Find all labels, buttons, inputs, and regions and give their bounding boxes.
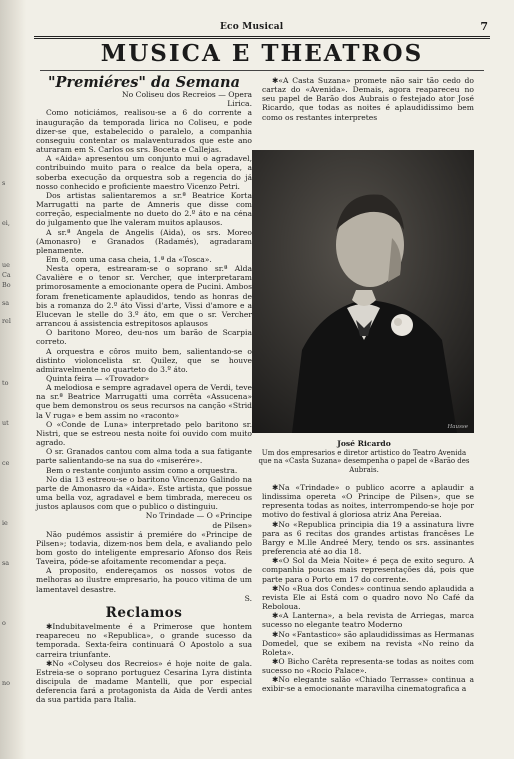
paragraph: Em 8, com uma casa cheia, 1.ª da «Tosca». [46, 254, 212, 264]
asterisk-icon: ✱ [272, 629, 279, 639]
margin-fragment: sa [2, 299, 10, 307]
paragraph: A sr.ª Angela de Angelis (Aida), os srs. Moreo (Amonasro) e Granados (Radamés), agradaram plenamente. [36, 227, 252, 255]
paragraph: A proposito, endereçamos os nossos votos de melhoras ao ilustre empresario, ha pouco vitima de um lamentavel desastre. [36, 566, 252, 594]
paragraph: Quinta feira — «Trovador» [46, 374, 150, 383]
page-title: MUSICA E THEATROS [100, 40, 424, 67]
asterisk-icon: ✱ [272, 556, 279, 566]
margin-fragment: o [2, 619, 6, 627]
page-number: 7 [480, 20, 488, 33]
title-rule [40, 70, 484, 71]
paragraph: No dia 13 estreou-se o baritono Vincenzo Galindo na parte de Amonasro da «Aida». Este artista, que possue uma bella voz, agradavel e bem timbrada, mereceu os justos aplausos com que o publico o distinguiu. [36, 474, 252, 512]
portrait-photo [252, 150, 474, 433]
asterisk-icon: ✱ [272, 583, 279, 593]
header-rule [34, 36, 490, 37]
asterisk-icon: ✱ [272, 76, 279, 85]
margin-fragment: ie [2, 519, 8, 527]
margin-fragment: ce [2, 459, 10, 467]
page-header [34, 22, 500, 36]
paragraph: Não pudémos assistir á premiére do «Principe de Pilsen»; todavia, dizem-nos bem dela, e avaliando pelo bom gosto do inteligente empresario Afonso dos Reis Taveira, póde-se afoitamente recomendar a peça. [36, 529, 252, 567]
paragraph: Bem o restante conjunto assim como a orquestra. [46, 465, 238, 475]
venue-subheading: No Trindade — O «Principe de Pilsen» [145, 511, 252, 530]
section-title: "Premiéres" da Semana [48, 74, 240, 91]
margin-fragment: ei, [2, 219, 10, 227]
asterisk-icon: ✱ [272, 483, 279, 492]
margin-fragment: rel [2, 317, 11, 325]
paragraph: ✱No «Republica principia dia 19 a assinatura livre para as 6 recitas dos grandes artistas francêses Le Bargy e M.lle Andreé Mery, tendo os srs. assinantes preferencia até ao dia 18. [262, 519, 474, 557]
paragraph: A «Aida» apresentou um conjunto mui o agradavel, contribuindo muito para o realce da bela opera, a soberba execução da orquestra sob a regencia do já nosso conhecido e proficiente maestro Vicenzo Petri. [36, 154, 252, 191]
reclamo-item: ✱No «Colyseu dos Recreios» é hoje noite de gala. Estreia-se o soprano portuguez Cesarina Lyra distinta discipula de madame Mantelli, que por especial deferencia fará a protagonista da Aida de Verdi antes da sua partida para Italia. [36, 658, 252, 705]
paragraph: O sr. Granados cantou com alma toda a sua fatigante parte salientando-se na sua do «miserére». [36, 447, 252, 466]
paragraph: O baritono Moreo, deu-nos um barão de Scarpia correto. [36, 328, 252, 347]
asterisk-icon: ✱ [272, 656, 279, 666]
margin-fragment: no [2, 679, 10, 687]
asterisk-icon: ✱ [46, 658, 53, 668]
margin-fragment: sa [2, 559, 10, 567]
paragraph: ✱No «Fantastico» são aplaudidissimas as Hermanas Domedel, que se exibem na revista «No reino da Roleta». [262, 629, 474, 657]
paragraph: Dos artistas salientaremos a sr.ª Beatrice Korta Marrugatti na parte de Amneris que disse com correção, especialmente no dueto do 2.º áto e na céna do julgamento que lhe valeram muitos aplausos. [36, 190, 252, 228]
paragraph: O «Conde de Luna» interpretado pelo baritono sr. Nistri, que se estreou nesta noite foi ouvido com muito agrado. [36, 419, 252, 448]
paragraph: Como noticiámos, realisou-se a 6 do corrente a inauguração da temporada lirica no Coliseu, e pode dizer-se que, estabelecido o paralelo, a companhia conseguiu contentar os malaventurados que este ano aturaram em S. Carlos os srs. Boceta e Callejas. [36, 108, 252, 155]
paragraph: ✱«O Sol da Meia Noite» é peça de exito seguro. A companhia poucas mais representações dá, pois que parte para o Porto em 17 do corrente. [262, 556, 474, 584]
margin-fragment: ue [2, 261, 10, 269]
paragraph: ✱«A Casta Suzana» promete não sair tão cedo do cartaz do «Avenida». Demais, agora reapareceu no seu papel de Barão dos Aubrais o festejado ator José Ricardo, que todas as noites é aplaudidissimo bem como os restantes interpretes [262, 76, 474, 122]
right-column-bottom [262, 483, 474, 694]
reclamos-title: Reclamos [105, 604, 183, 621]
asterisk-icon: ✱ [272, 519, 279, 529]
photo-caption: Um dos empresarios e diretor artistico do Teatro Avenida que na «Casta Suzana» desempenha o papel de «Barão des Aubrais. [258, 449, 470, 474]
paragraph: Nesta opera, estrearam-se o soprano sr.ª Alda Cavalière e o tenor sr. Vercher, que interpretaram primorosamente a emocionante opera de Pucini. Ambos foram freneticamente aplaudidos, tendo as honras de bis a romanza do 2.º áto Vissi d'arte, Vissi d'amore e a Elucevan le stelle do 3.º áto, em que o sr. Vercher arrancou á assistencia estrepitosos aplausos [36, 264, 252, 329]
paragraph: ✱«A Lanterna», a bela revista de Arriegas, marca sucesso no elegante teatro Moderno [262, 611, 474, 630]
paragraph: ✱No «Rua dos Condes» continua sendo aplaudida a revista Ele ai Está com o quadro novo No Café da Reboloua. [262, 583, 474, 612]
right-column-top [262, 76, 474, 122]
magazine-name: Eco Musical [220, 22, 284, 32]
reclamo-item: ✱Indubitavelmente é a Primerose que hontem reapareceu no «Republica», o grande sucesso da temporada. Sexta-feira continuará O Apostolo a sua carreira triunfante. [36, 622, 252, 659]
margin-fragment: to [2, 379, 9, 387]
asterisk-icon: ✱ [272, 611, 279, 621]
photo-caption-title: José Ricardo [337, 439, 391, 448]
paragraph: A orquestra e côros muito bem, salientando-se o distinto violoncelista sr. Quilez, que se houve admiravelmente no quarteto do 3.º áto. [36, 346, 252, 374]
author-signature: S. [244, 593, 252, 603]
header-rule-double [34, 38, 490, 39]
margin-fragment: ut [2, 419, 9, 427]
page-gutter [0, 0, 26, 759]
margin-fragment: Ca [2, 271, 11, 279]
asterisk-icon: ✱ [46, 622, 53, 632]
photo-signature: Hausse [447, 424, 468, 430]
margin-fragment: Bo [2, 281, 11, 289]
paragraph: ✱Na «Trindade» o publico acorre a aplaudir a lindissima opereta «O Principe de Pilsen», que se representa todas as noites, interrompendo-se hoje por motivo do festival á gloriosa atriz Ana Pereiaa. [262, 483, 474, 520]
paragraph: ✱O Bicho Carêta representa-se todas as noites com sucesso no «Rocio Palace». [262, 656, 474, 676]
margin-fragment: s [2, 179, 6, 187]
asterisk-icon: ✱ [272, 675, 279, 685]
paragraph: ✱No elegante salão «Chiado Terrasse» continua a exibir-se a emocionante maravilha cinematografica a [262, 675, 474, 694]
paragraph: A melodiosa e sempre agradavel opera de Verdi, teve na sr.ª Beatrice Marrugatti uma corrêta «Assucena» que bem demonstrou os seus recursos na canção «Strid la V ruga» e bem assim no «raconto» [36, 383, 252, 420]
left-column [36, 76, 252, 704]
portrait-figure [252, 150, 474, 433]
venue-subheading: No Coliseu dos Recreios — Opera Lirica. [122, 90, 252, 109]
